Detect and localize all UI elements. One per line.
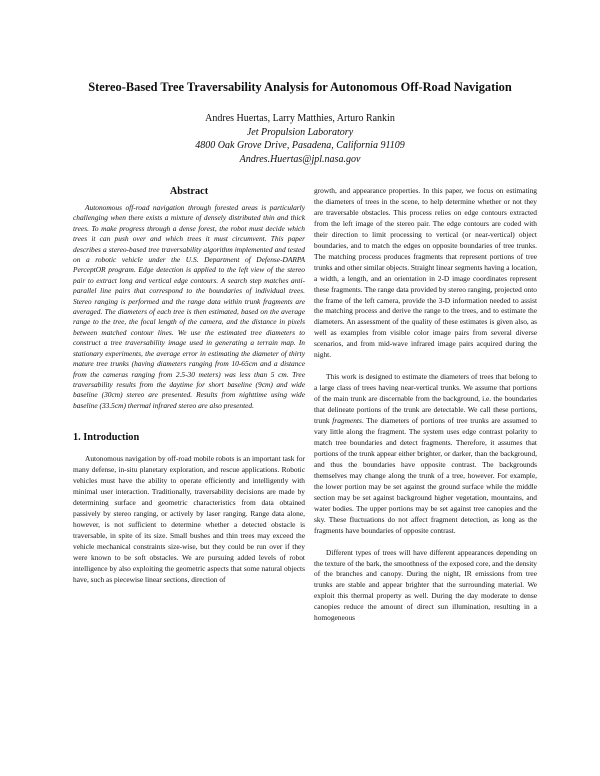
right-paragraph-2-end: . The diameters of portions of tree trunks are assumed to vary little along the fragment. The system uses edge contrast polarity to match tree boundaries and detect fragments. Therefore, it assumes that portions of the trunk appear either brighter, or darker, than the background, and thus the boundaries have opposite contrast. The backgrounds themselves may change along the trunk of a tree, however. For example, the lower portion may be set against the ground surface while the middle section may be set against background higher vegetation, mountains, and water bodies. The upper portions may be set against tree canopies and the sky. These fluctuations do not affect fragment detection, as long as the fragments have boundaries of opposite contrast. [314, 416, 537, 535]
fragments-term: fragments [332, 416, 362, 426]
author-names: Andres Huertas, Larry Matthies, Arturo Rankin [205, 113, 395, 124]
paper-title: Stereo-Based Tree Traversability Analysis for Autonomous Off-Road Navigation [88, 80, 512, 94]
author-email: Andres.Huertas@jpl.nasa.gov [239, 153, 361, 165]
author-affiliation: Jet Propulsion Laboratory [246, 126, 354, 138]
author-block [0, 112, 600, 166]
author-address: 4800 Oak Grove Drive, Pasadena, California 91109 [195, 140, 405, 151]
right-paragraph-1: growth, and appearance properties. In this paper, we focus on estimating the diameters of trees in the scene, to help determine whether or not they are traversable obstacles. This process relies on edge contours extracted from the left image of the stereo pair. The edge contours are coded with their direction to limit processing to vertical (or near-vertical) object boundaries, and to match the edges on opposite boundaries of tree trunks. The matching process produces fragments that represent portions of tree trunks and other similar objects. Straight linear segments having a location, a width, a length, and an orientation in 2-D image coordinates represent these fragments. The range data provided by stereo ranging, projected onto the frame of the left camera, provide the 3-D information needed to assist the matching process and derive the range to the trees, and to estimate the diameters. An assessment of the quality of these estimates is given also, as well as examples from visible color image pairs from several diverse scenarios, and from mid-wave infrared image pairs acquired during the night. [314, 186, 537, 360]
right-column [314, 186, 537, 624]
right-paragraph-3: Different types of trees will have different appearances depending on the texture of the bark, the smoothness of the exposed core, and the density of the branches and canopy. During the night, IR emissions from tree trunks are stable and appear brighter that the surrounding material. We exploit this thermal property as well. During the day moderate to dense canopies reduce the amount of direct sun illumination, resulting in a homogeneous [314, 547, 537, 623]
abstract-heading: Abstract [169, 186, 209, 197]
abstract-text: Autonomous off-road navigation through forested areas is particularly challenging when there exists a mixture of densely distributed thin and thick trees. To make progress through a dense forest, the robot must decide which trees it can push over and which trees it must circumvent. This paper describes a stereo-based tree traversability algorithm implemented and tested on a robotic vehicle under the U.S. Department of Defense-DARPA PerceptOR program. Edge detection is applied to the left view of the stereo pair to extract long and vertical edge contours. A search step matches anti-parallel line pairs that correspond to the boundaries of individual trees. Stereo ranging is performed and the range data within trunk fragments are averaged. The diameters of each tree is then estimated, based on the average range to the tree, the focal length of the camera, and the distance in pixels between matched contour lines. We use the estimated tree diameters to construct a tree traversability image used in generating a terrain map. In stationary experiments, the average error in estimating the diameter of thirty mature tree trunks (having diameters ranging from 10-65cm and a distance from the cameras ranging from 2.5-30 meters) was less than 5 cm. Tree traversability results from the daytime for short baseline (9cm) and wide baseline (30cm) stereo are presented. Results from nighttime using wide baseline (33.5cm) thermal infrared stereo are also presented. [73, 203, 305, 410]
intro-paragraph-1: Autonomous navigation by off-road mobile robots is an important task for many defense, in-situ planetary exploration, and rescue applications. Robotic vehicles must have the ability to operate efficiently and intelligently with minimal user interaction. Traditionally, traversability decisions are made by determining surface and geometric characteristics from data obtained passively by stereo ranging, or actively by laser ranging. Range data alone, however, is not sufficient to determine whether a detected obstacle is traversable, in spite of its size. Small bushes and thin trees may exceed the vehicle mechanical constraints size-wise, but they could be run over if they were known to be soft obstacles. We are pursuing added levels of robot intelligence by also exploiting the geometric aspects that some natural objects have, such as piecewise linear sections, direction of [73, 454, 305, 584]
right-paragraph-2-start: This work is designed to estimate the diameters of trees that belong to a large class of trees having near-vertical trunks. We assume that portions of the main trunk are discernable from the background, i.e. the boundaries that delineate portions of the trunk are detectable. We call these portions, trunk [314, 372, 537, 426]
introduction-heading: 1. Introduction [73, 432, 140, 444]
left-column [73, 186, 305, 586]
right-paragraph-2 [314, 372, 537, 536]
